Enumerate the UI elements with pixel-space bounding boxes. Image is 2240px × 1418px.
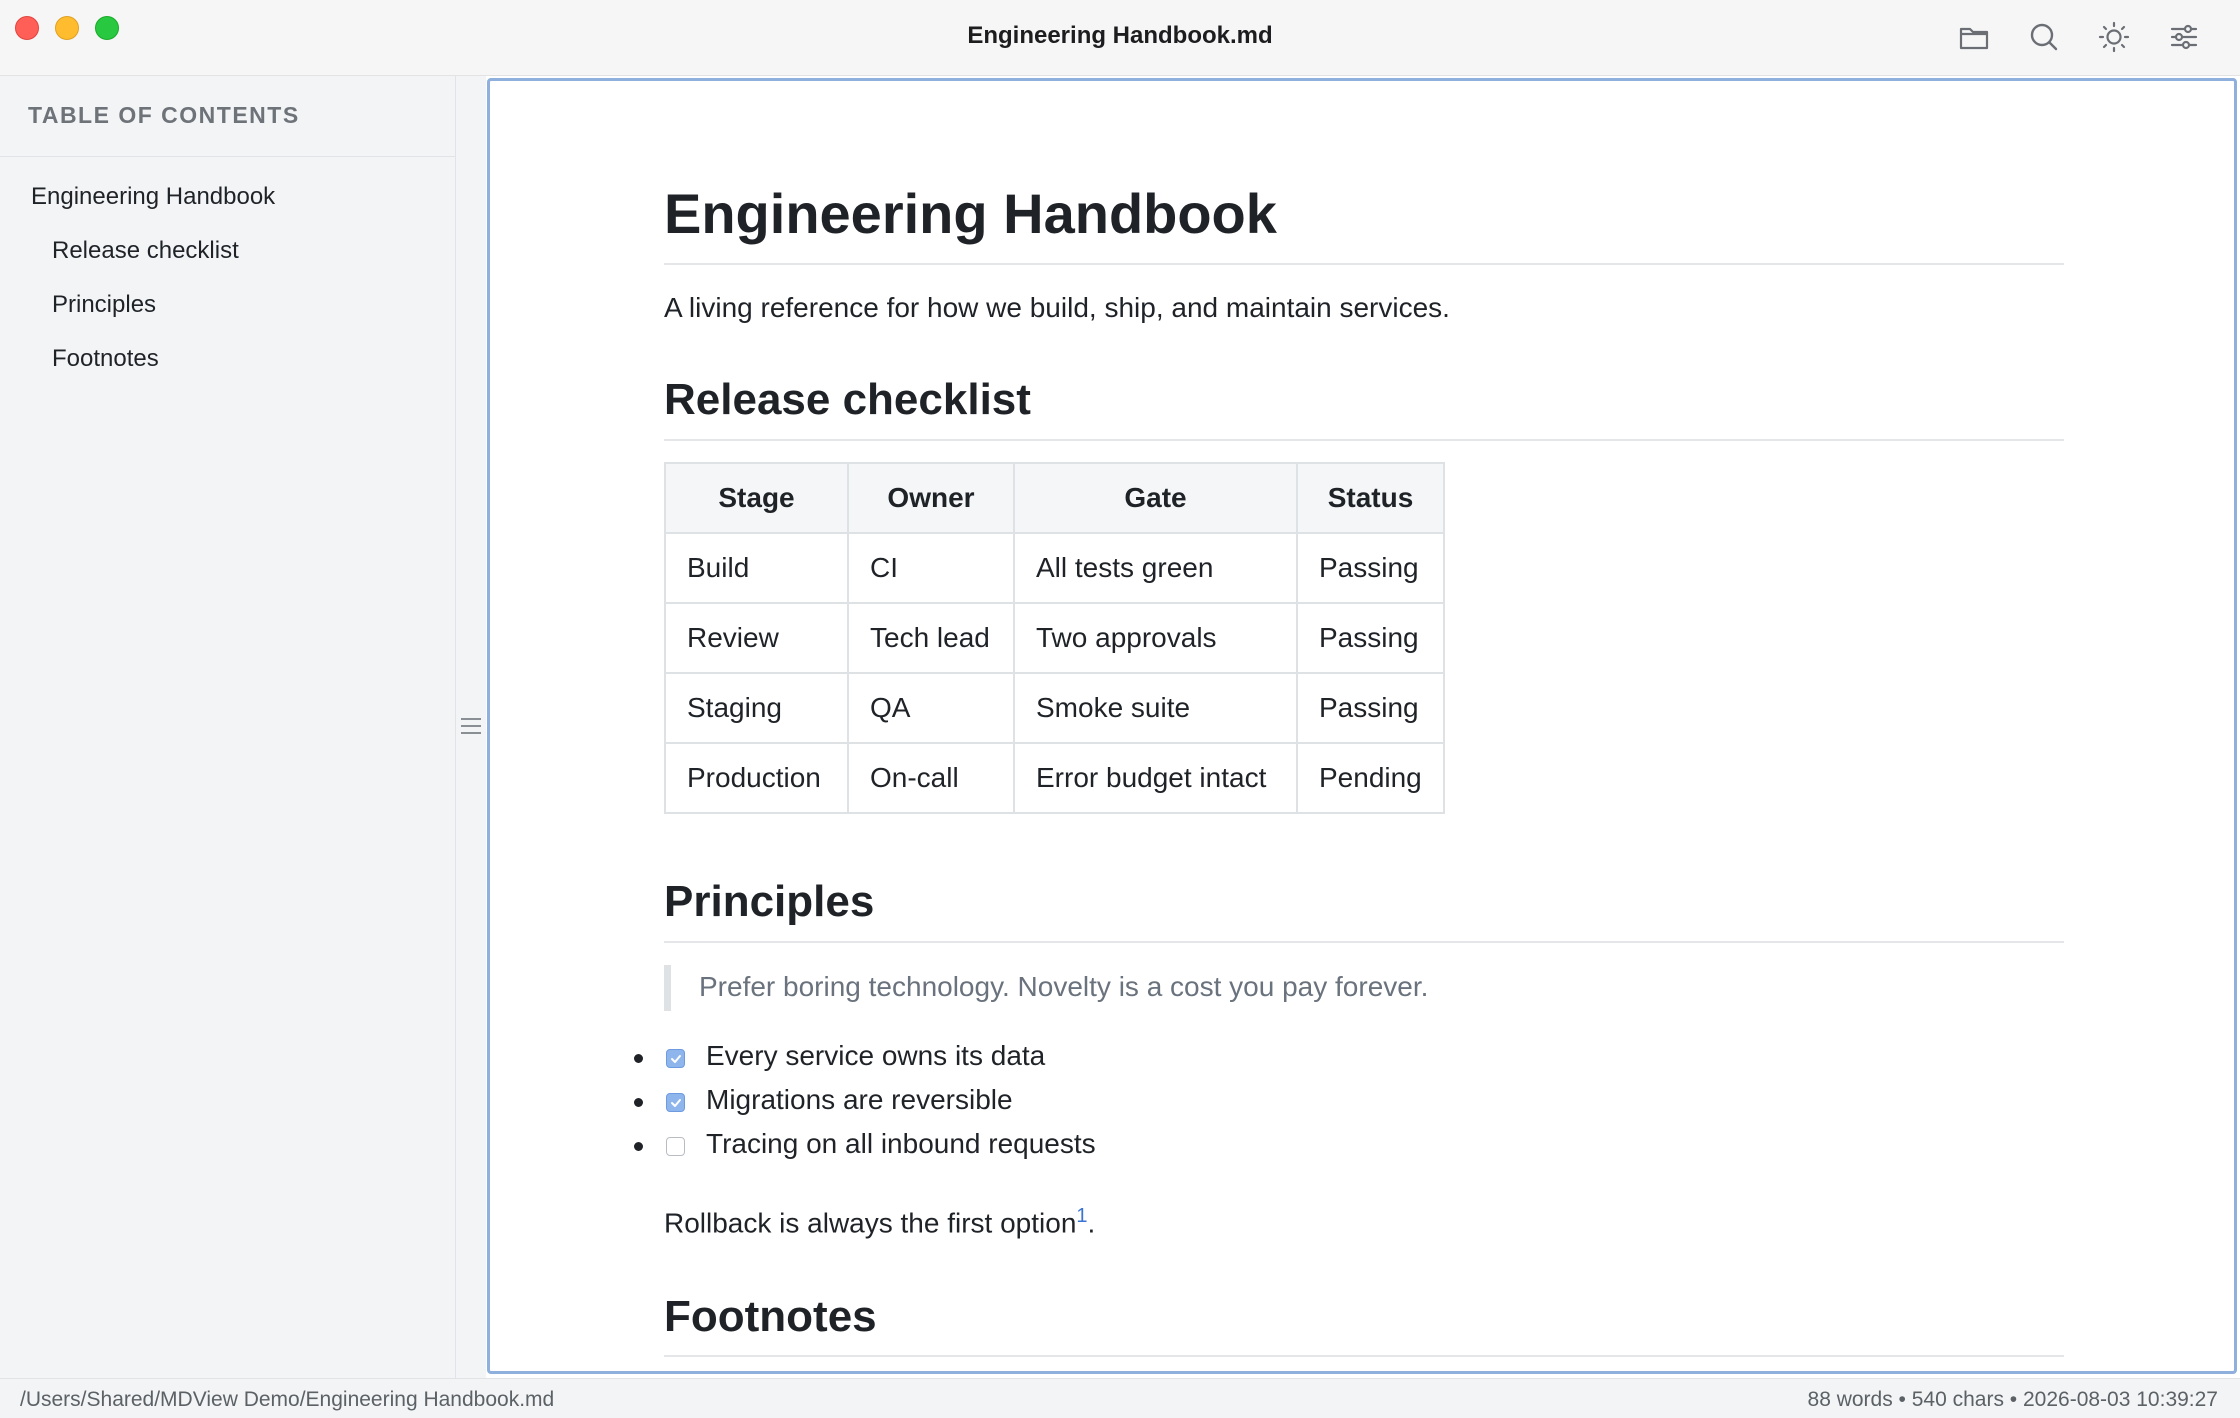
footnotes-heading: Footnotes bbox=[664, 1292, 877, 1341]
bullet-icon bbox=[634, 1142, 643, 1151]
release-heading: Release checklist bbox=[664, 375, 1031, 424]
table-cell: Two approvals bbox=[1014, 603, 1297, 673]
bullet-icon bbox=[634, 1054, 643, 1063]
blockquote-bar bbox=[664, 965, 671, 1011]
table-cell: Tech lead bbox=[848, 603, 1014, 673]
table-row bbox=[665, 743, 1444, 813]
principles-heading: Principles bbox=[664, 877, 875, 926]
task-label: Migrations are reversible bbox=[706, 1084, 1013, 1115]
table-cell: Staging bbox=[665, 673, 848, 743]
table-cell: Passing bbox=[1297, 603, 1444, 673]
footnote-link[interactable]: 1 bbox=[1076, 1205, 1088, 1227]
table-cell: QA bbox=[848, 673, 1014, 743]
task-label: Tracing on all inbound requests bbox=[706, 1128, 1096, 1159]
table-cell: Production bbox=[665, 743, 848, 813]
table-cell: Pending bbox=[1297, 743, 1444, 813]
toc-item-principles[interactable]: Principles bbox=[52, 291, 157, 318]
release-table bbox=[664, 462, 1445, 814]
checkbox-checked[interactable] bbox=[666, 1093, 685, 1112]
column-header: Stage bbox=[665, 463, 848, 533]
table-cell: On-call bbox=[848, 743, 1014, 813]
document-view[interactable] bbox=[487, 78, 2237, 1374]
table-cell: CI bbox=[848, 533, 1014, 603]
title-bar bbox=[0, 0, 2240, 76]
status-bar bbox=[0, 1378, 2240, 1418]
sliders-icon[interactable] bbox=[2167, 20, 2201, 54]
toc-heading: TABLE OF CONTENTS bbox=[28, 102, 300, 128]
table-cell: Smoke suite bbox=[1014, 673, 1297, 743]
toc-item-engineering-handbook[interactable]: Engineering Handbook bbox=[31, 183, 276, 210]
search-icon[interactable] bbox=[2027, 20, 2061, 54]
release-rule bbox=[664, 439, 2064, 441]
sun-icon[interactable] bbox=[2097, 20, 2131, 54]
table-row bbox=[665, 603, 1444, 673]
table-cell: Passing bbox=[1297, 673, 1444, 743]
document-stats: 88 words • 540 chars • 2026-08-03 10:39:27 bbox=[1807, 1388, 2218, 1411]
column-header: Gate bbox=[1014, 463, 1297, 533]
checkbox-unchecked[interactable] bbox=[666, 1137, 685, 1156]
column-header: Owner bbox=[848, 463, 1014, 533]
rollback-paragraph bbox=[664, 1205, 1095, 1239]
task-label: Every service owns its data bbox=[706, 1040, 1046, 1071]
toc-divider bbox=[0, 156, 456, 157]
table-header-row bbox=[665, 463, 1444, 533]
checkbox-checked[interactable] bbox=[666, 1049, 685, 1068]
column-header: Status bbox=[1297, 463, 1444, 533]
toc-item-footnotes[interactable]: Footnotes bbox=[52, 345, 159, 372]
blockquote: Prefer boring technology. Novelty is a cost you pay forever. bbox=[699, 971, 1429, 1002]
window-title: Engineering Handbook.md bbox=[967, 22, 1273, 49]
table-row bbox=[665, 673, 1444, 743]
table-cell: Build bbox=[665, 533, 848, 603]
bullet-icon bbox=[634, 1098, 643, 1107]
title-rule bbox=[664, 263, 2064, 265]
intro-paragraph: A living reference for how we build, ship, and maintain services. bbox=[664, 292, 1450, 323]
toc-item-release-checklist[interactable]: Release checklist bbox=[52, 237, 239, 264]
principles-rule bbox=[664, 941, 2064, 943]
rollback-text: Rollback is always the first option bbox=[664, 1207, 1077, 1239]
table-cell: All tests green bbox=[1014, 533, 1297, 603]
file-path: /Users/Shared/MDView Demo/Engineering Handbook.md bbox=[20, 1388, 555, 1411]
table-cell: Passing bbox=[1297, 533, 1444, 603]
resize-handle-icon[interactable] bbox=[461, 718, 481, 739]
table-cell: Error budget intact bbox=[1014, 743, 1297, 813]
table-cell: Review bbox=[665, 603, 848, 673]
footnotes-rule bbox=[664, 1355, 2064, 1357]
folder-icon[interactable] bbox=[1957, 20, 1991, 54]
rollback-end: . bbox=[1087, 1207, 1096, 1239]
doc-title: Engineering Handbook bbox=[664, 182, 1277, 245]
toc-sidebar bbox=[0, 76, 456, 1378]
table-row bbox=[665, 533, 1444, 603]
